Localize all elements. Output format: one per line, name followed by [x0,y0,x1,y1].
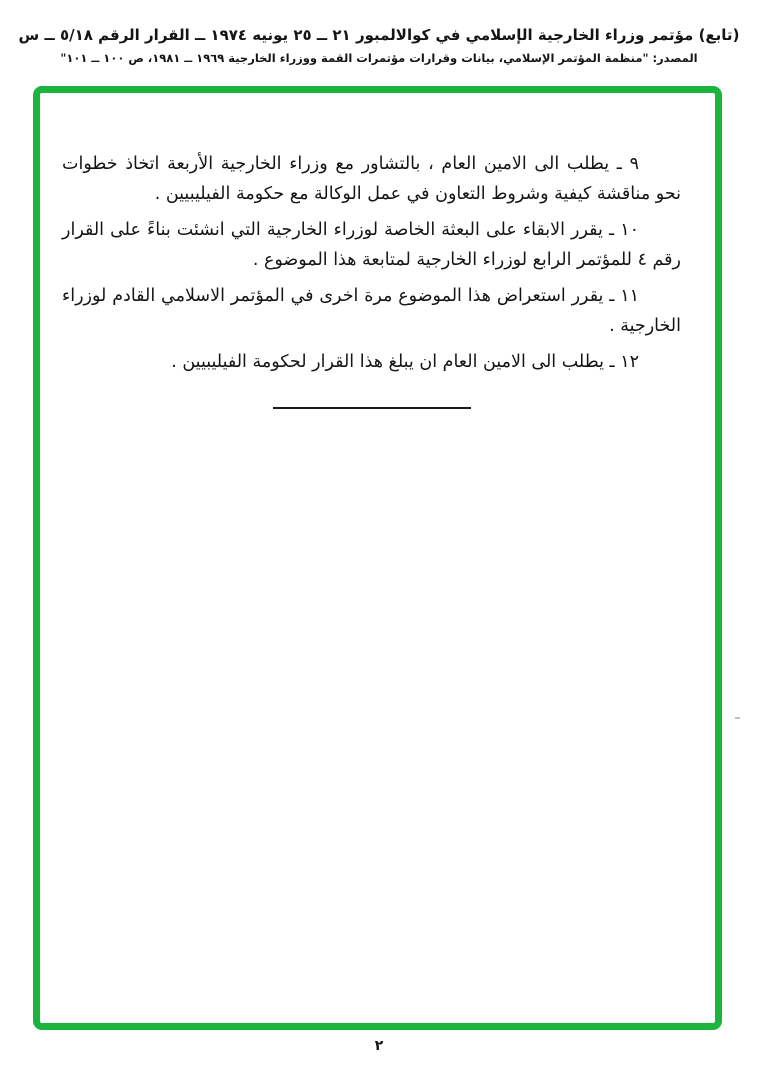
end-of-text-divider [273,407,471,409]
document-source-line: المصدر: "منظمة المؤتمر الإسلامي، بيانات وقرارات مؤتمرات القمة ووزراء الخارجية ١٩٦٩ ــ ١٩٨١، ص ١٠٠ ــ ١٠١" [60,51,698,65]
document-title: (تابع) مؤتمر وزراء الخارجية الإسلامي في كوالالمبور ٢١ ــ ٢٥ يونيه ١٩٧٤ ــ القرار الرقم ٥/١٨ ــ س [18,26,740,44]
scan-artifact-speck [735,717,740,719]
clause-12: ١٢ ـ يطلب الى الامين العام ان يبلغ هذا القرار لحكومة الفيليبيين . [171,352,639,372]
clause-10: ١٠ ـ يقرر الابقاء على البعثة الخاصة لوزراء الخارجية التي انشئت بناءً على القرار رقم ٤ للمؤتمر الرابع لوزراء الخارجية لمتابعة هذا الموضوع . [62,220,681,270]
page-number: ٢ [374,1038,384,1054]
clause-11: ١١ ـ يقرر استعراض هذا الموضوع مرة اخرى في المؤتمر الاسلامي القادم لوزراء الخارجية . [62,286,681,336]
document-header [0,26,758,65]
decision-border-box [33,86,722,1030]
clause-9: ٩ ـ يطلب الى الامين العام ، بالتشاور مع وزراء الخارجية الأربعة اتخاذ خطوات نحو مناقشة كيفية وشروط التعاون في عمل الوكالة مع حكومة الفيليبيين . [62,154,681,204]
